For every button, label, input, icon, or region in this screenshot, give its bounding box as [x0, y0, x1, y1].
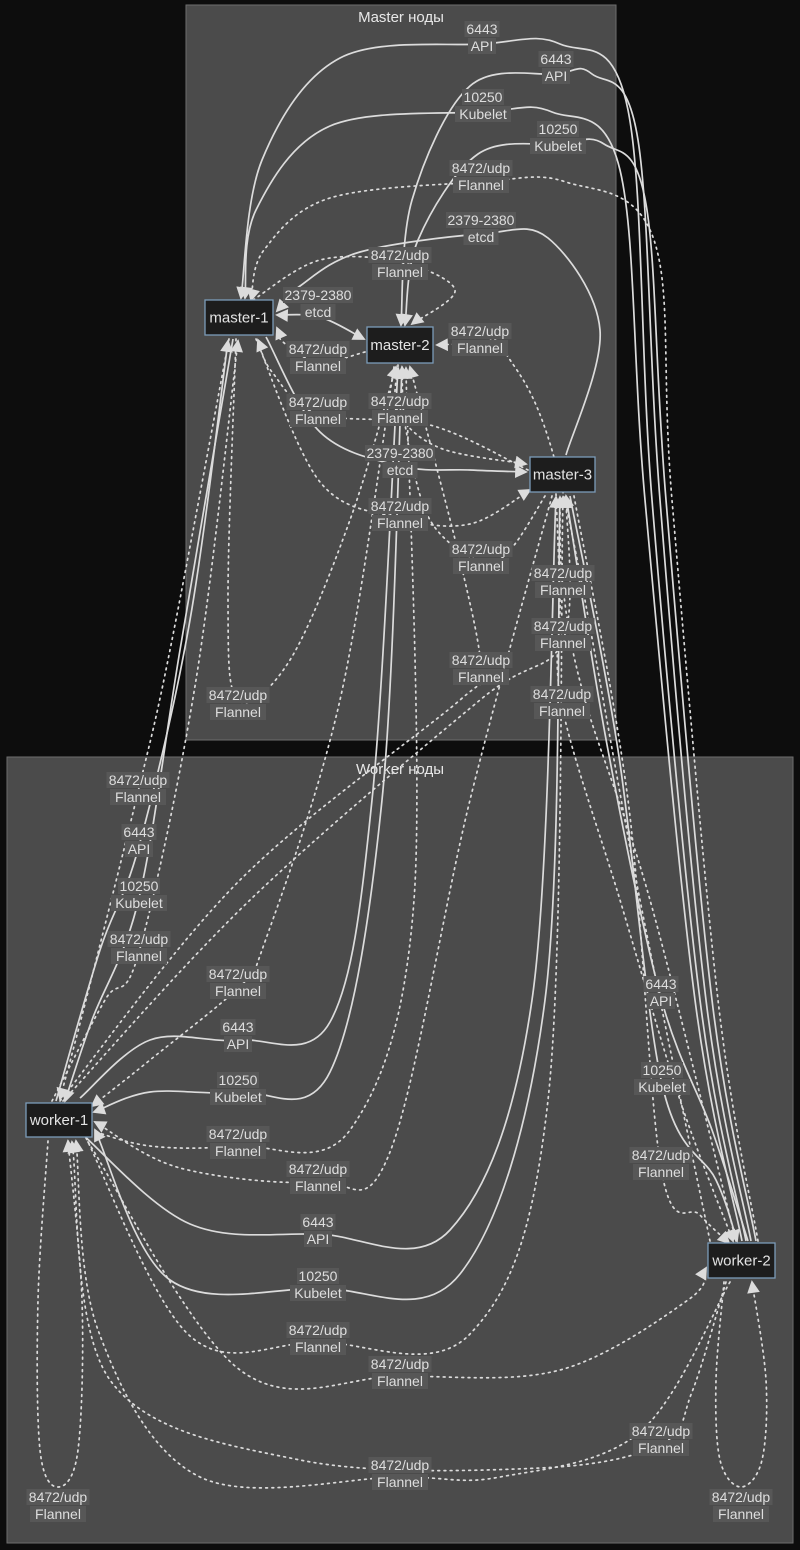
- edge-label-text: etcd: [304, 304, 332, 320]
- edge-label-text: 8472/udp: [288, 341, 348, 357]
- edge-label: [210, 1072, 266, 1105]
- edge-label: [450, 160, 513, 193]
- edge-label: [290, 1268, 346, 1301]
- node-worker-1: [26, 1103, 92, 1137]
- edge-label-text: 10250: [538, 121, 578, 137]
- edge-label-text: 6443: [302, 1214, 334, 1230]
- edge-label-text: 8472/udp: [208, 687, 268, 703]
- edge-label-text: 8472/udp: [208, 1126, 268, 1142]
- edge-label-text: 6443: [466, 21, 498, 37]
- edge-label-text: 8472/udp: [288, 1161, 348, 1177]
- edge-label: [450, 541, 513, 574]
- edge-label: [531, 686, 594, 719]
- edge-label-text: Flannel: [377, 410, 423, 426]
- edge-label: [450, 652, 513, 685]
- node-worker-2: [708, 1243, 775, 1278]
- edge-label-text: API: [127, 841, 151, 857]
- edge-label: [532, 618, 595, 651]
- edge-label-text: Kubelet: [638, 1079, 686, 1095]
- edge-label-text: Flannel: [295, 358, 341, 374]
- edge-label-text: Kubelet: [459, 106, 507, 122]
- edge-label-text: API: [470, 38, 494, 54]
- edge-label-text: 8472/udp: [451, 541, 511, 557]
- edge-label-text: 8472/udp: [533, 565, 593, 581]
- edge-label-text: 10250: [218, 1072, 258, 1088]
- edge-label: [532, 565, 595, 598]
- edge-label: [634, 1062, 690, 1095]
- edge-label-text: Flannel: [539, 703, 585, 719]
- edge-label: [111, 878, 167, 911]
- edge-label-text: Flannel: [458, 669, 504, 685]
- edge-label: [27, 1489, 90, 1522]
- node-master-1-label: master-1: [209, 309, 269, 327]
- edge-label: [369, 498, 432, 531]
- edge-label-text: 8472/udp: [631, 1147, 691, 1163]
- edge-label-text: 8472/udp: [370, 1356, 430, 1372]
- edge-label-text: 8472/udp: [28, 1489, 88, 1505]
- edge-label-text: 8472/udp: [631, 1423, 691, 1439]
- edge-label-text: 2379-2380: [366, 445, 434, 461]
- edge-label-text: 8472/udp: [370, 247, 430, 263]
- edge-label: [630, 1147, 693, 1180]
- edge-label-text: 8472/udp: [370, 1457, 430, 1473]
- edge-label: [630, 1423, 693, 1456]
- edge-label-text: Kubelet: [294, 1285, 342, 1301]
- edge-label-text: Kubelet: [115, 895, 163, 911]
- edge-label-text: Flannel: [215, 704, 261, 720]
- edge-label-text: API: [226, 1036, 250, 1052]
- node-master-2-label: master-2: [370, 337, 430, 354]
- edge-label-text: Kubelet: [534, 138, 582, 154]
- edge-label-text: 8472/udp: [532, 686, 592, 702]
- edge-label-text: Flannel: [718, 1506, 764, 1522]
- edge-label-text: 2379-2380: [447, 212, 515, 228]
- edge-label: [287, 1161, 350, 1194]
- edge-label-text: 8472/udp: [288, 394, 348, 410]
- edge-label-text: 8472/udp: [533, 618, 593, 634]
- edge-label-text: 10250: [119, 878, 159, 894]
- edge-label-text: 10250: [642, 1062, 682, 1078]
- node-master-3: [530, 457, 595, 492]
- edge-label: [369, 247, 432, 280]
- node-master-3-label: master-3: [532, 466, 593, 484]
- edge-label-text: API: [306, 1231, 330, 1247]
- edge-label-text: 6443: [540, 51, 572, 67]
- edge-label: [207, 1126, 270, 1159]
- edge-label-text: Flannel: [638, 1164, 684, 1180]
- edge-label-text: Flannel: [377, 264, 423, 280]
- edge-label-text: Kubelet: [214, 1089, 262, 1105]
- edge-label: [369, 1356, 432, 1389]
- edge-label: [287, 341, 350, 374]
- edge-label: [710, 1489, 773, 1522]
- edge-label-text: Flannel: [295, 1178, 341, 1194]
- edge-label-text: Flannel: [458, 558, 504, 574]
- edge-label: [530, 121, 586, 154]
- cluster-worker-title: Worker ноды: [355, 761, 445, 778]
- edge-label-text: 8472/udp: [288, 1322, 348, 1338]
- edge-label-text: API: [544, 68, 568, 84]
- edge-label: [369, 1457, 432, 1490]
- edge-label-text: Flannel: [458, 177, 504, 193]
- edge-label-text: Flannel: [377, 1474, 423, 1490]
- edge-label-text: Flannel: [377, 515, 423, 531]
- edge-label-text: etcd: [386, 462, 414, 478]
- edge-label-text: 6443: [222, 1019, 254, 1035]
- edge-label-text: etcd: [467, 229, 495, 245]
- edge-label-text: Flannel: [215, 1143, 261, 1159]
- edge-label-text: 8472/udp: [370, 393, 430, 409]
- edge-label-text: Flannel: [115, 789, 161, 805]
- edge-label-text: 8472/udp: [370, 498, 430, 514]
- edge-label-text: 10250: [298, 1268, 338, 1284]
- edge-label-text: 6443: [123, 824, 155, 840]
- edge-label-text: 8472/udp: [208, 966, 268, 982]
- edge-label-text: Flannel: [35, 1506, 81, 1522]
- edge-label-text: Flannel: [540, 635, 586, 651]
- edge-label: [108, 931, 171, 964]
- cluster-master-title: Master ноды: [358, 9, 444, 26]
- edge-label: [287, 394, 350, 427]
- node-worker-1-label: worker-1: [29, 1112, 89, 1129]
- edge-label-text: 2379-2380: [284, 287, 352, 303]
- edge-label-text: 8472/udp: [450, 323, 510, 339]
- edge-label: [369, 393, 432, 426]
- edge-label: [455, 89, 511, 122]
- node-master-1: [205, 300, 273, 335]
- edge-label-text: Flannel: [295, 411, 341, 427]
- edge-label: [107, 772, 170, 805]
- edge-label-text: Flannel: [638, 1440, 684, 1456]
- edge-label-text: 6443: [645, 976, 677, 992]
- edge-label-text: 8472/udp: [109, 931, 169, 947]
- edge-label-text: Flannel: [540, 582, 586, 598]
- edge-label-text: 8472/udp: [451, 652, 511, 668]
- edge-label: [287, 1322, 350, 1355]
- edge-label: [207, 687, 270, 720]
- edge-label: [449, 323, 512, 356]
- edge-label-text: Flannel: [295, 1339, 341, 1355]
- edge-label-text: API: [649, 993, 673, 1009]
- node-worker-2-label: worker-2: [712, 1252, 771, 1270]
- node-master-2: [367, 327, 433, 363]
- edge-label-text: 8472/udp: [108, 772, 168, 788]
- edge-label-text: 10250: [463, 89, 503, 105]
- edge-label-text: Flannel: [457, 340, 503, 356]
- edge-label-text: Flannel: [377, 1373, 423, 1389]
- edge-label-text: 8472/udp: [711, 1489, 771, 1505]
- edge-label-text: 8472/udp: [451, 160, 511, 176]
- edge-label: [207, 966, 270, 999]
- edge-label-text: Flannel: [116, 948, 162, 964]
- edge-label-text: Flannel: [215, 983, 261, 999]
